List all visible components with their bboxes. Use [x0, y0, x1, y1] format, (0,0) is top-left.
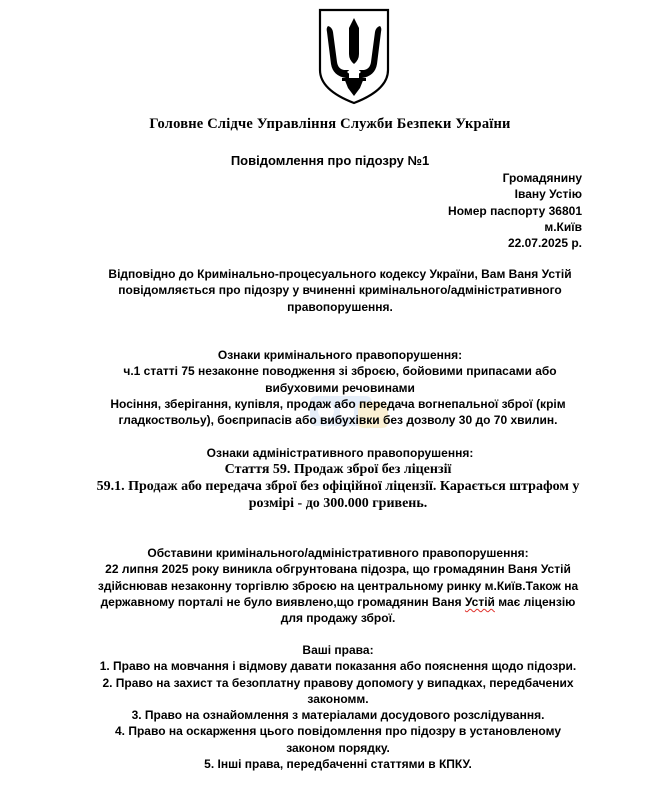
circumstances-line: 22 липня 2025 року виникла обгрунтована підозра, що громадянин Ваня Устій — [105, 562, 571, 577]
circumstances-heading: Обставини кримінального/адміністративного правопорушення: — [147, 546, 529, 560]
addressee-block — [448, 170, 582, 251]
addressee-line: Громадянину — [502, 171, 582, 185]
addressee-line: Івану Устію — [514, 187, 582, 202]
administrative-heading — [90, 445, 590, 461]
circumstances-line: здійснював незаконну торгівлю зброєю на центральному ринку м.Київ.Також на — [97, 578, 579, 593]
criminal-details — [78, 396, 598, 429]
rights-item: 2. Право на захист та безоплатну правову допомогу у випадках, передбачених — [102, 675, 574, 690]
criminal-details-line: Носіння, зберігання, купівля, продаж або передача вогнепальної зброї (крім — [110, 397, 566, 411]
circumstances-line — [78, 594, 598, 610]
document-title: Повідомлення про підозру №1 — [230, 153, 430, 168]
administrative-details-line: розмірі - до 300.000 гривень. — [248, 496, 428, 511]
criminal-article-line: ч.1 статті 75 незаконне поводження зі зброєю, бойовими припасами або — [123, 364, 557, 379]
rights-item: 4. Право на оскарження цього повідомлення про підозру в установленому — [115, 724, 561, 739]
rights-item: законом порядку. — [286, 740, 390, 755]
rights-item: 5. Інші права, передбаченні статтями в КПКУ. — [204, 757, 472, 772]
administrative-article: Стаття 59. Продаж зброї без ліцензії — [224, 462, 452, 477]
addressee-line: Номер паспорту 36801 — [448, 203, 582, 218]
administrative-details-line: 59.1. Продаж або передача зброї без офіційної ліцензії. Карається штрафом у — [96, 479, 580, 494]
rights-heading: Ваші права: — [302, 643, 374, 657]
circumstances-section — [78, 545, 598, 626]
ukraine-trident-emblem-icon — [316, 6, 392, 106]
addressee-line: 22.07.2025 р. — [507, 236, 582, 251]
rights-item: 1. Право на мовчання і відмову давати показання або пояснення щодо підозри. — [99, 659, 577, 674]
spellcheck-flagged-word: Устій — [464, 594, 495, 609]
circumstances-line-end: має ліцензію — [494, 594, 576, 609]
administrative-heading-text: Ознаки адміністративного правопорушення: — [206, 446, 474, 460]
organization-name: Головне Слідче Управління Служби Безпеки України — [149, 116, 511, 132]
criminal-heading: Ознаки кримінального правопорушення: — [217, 348, 463, 362]
criminal-article-line: вибуховими речовинами — [265, 380, 415, 395]
rights-item: 3. Право на ознайомлення з матеріалами досудового розслідування. — [131, 708, 545, 723]
rights-item: закономм. — [307, 691, 369, 706]
addressee-line: м.Київ — [544, 219, 582, 234]
intro-line: повідомляється про підозру у вчиненні кримінального/адміністративного — [118, 283, 562, 298]
circumstances-line-start: державному порталі не було виявлено,що громадянин Ваня — [100, 594, 462, 609]
criminal-details-line: гладкоствольу), боєприпасів або вибухівки без дозволу 30 до 70 хвилин. — [118, 413, 558, 428]
rights-section — [78, 642, 598, 772]
intro-paragraph — [90, 266, 590, 315]
circumstances-line: для продажу зброї. — [280, 611, 396, 626]
criminal-section — [90, 347, 590, 396]
administrative-section — [78, 461, 598, 512]
intro-line: Відповідно до Кримінально-процесуального кодексу України, Вам Ваня Устій — [108, 267, 572, 281]
intro-line: правопорушення. — [287, 299, 393, 314]
